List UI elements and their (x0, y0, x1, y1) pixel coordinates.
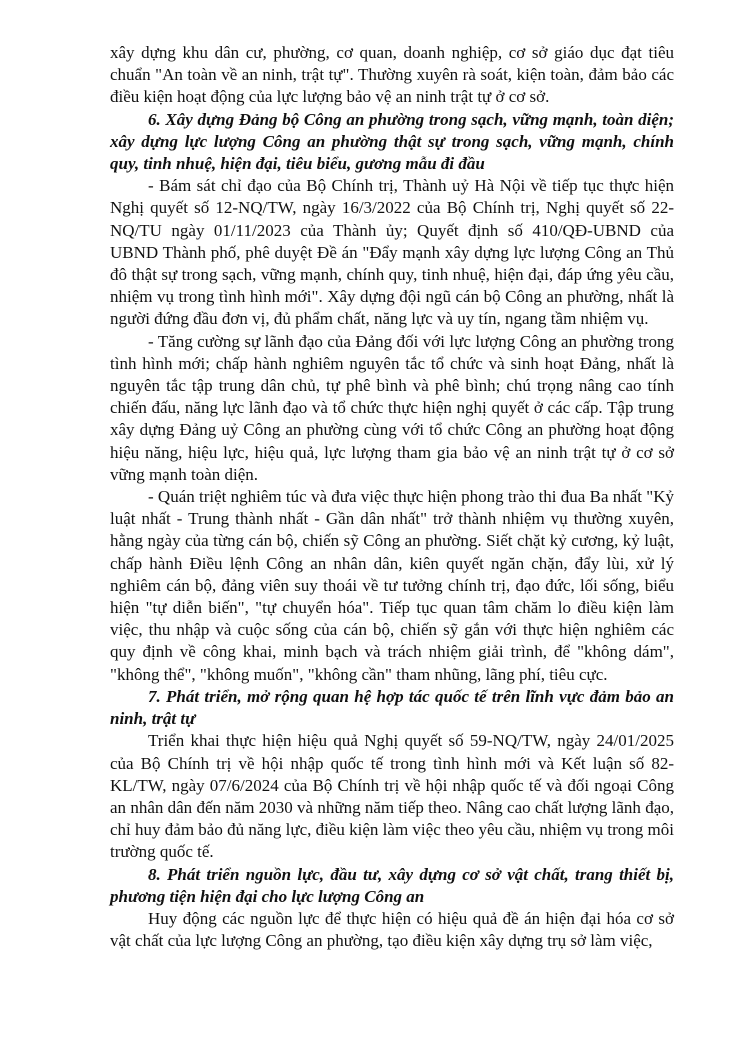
paragraph-bullet-3: - Quán triệt nghiêm túc và đưa việc thực hiện phong trào thi đua Ba nhất "Kỷ luật nhất - Trung thành nhất - Gần dân nhất" trở thành nhiệm vụ thường xuyên, hằng ngày của từng cán bộ, chiến sỹ Công an phường. Siết chặt kỷ cương, kỷ luật, chấp hành Điều lệnh Công an nhân dân, kiên quyết ngăn chặn, đẩy lùi, xử lý nghiêm cán bộ, đảng viên suy thoái về tư tưởng chính trị, đạo đức, lối sống, biểu hiện "tự diễn biến", "tự chuyển hóa". Tiếp tục quan tâm chăm lo điều kiện làm việc, thu nhập và cuộc sống của cán bộ, chiến sỹ gắn với thực hiện nghiêm các quy định về công khai, minh bạch và trách nhiệm giải trình, để "không dám", "không thể", "không muốn", "không cần" tham nhũng, lãng phí, tiêu cực. (110, 487, 674, 684)
section-heading-7: 7. Phát triển, mở rộng quan hệ hợp tác quốc tế trên lĩnh vực đảm bảo an ninh, trật tự (110, 686, 674, 729)
section-heading-6: 6. Xây dựng Đảng bộ Công an phường trong sạch, vững mạnh, toàn diện; xây dựng lực lượng Công an phường thật sự trong sạch, vững mạnh, chính quy, tinh nhuệ, hiện đại, tiêu biểu, gương mẫu đi đầu (110, 109, 674, 174)
paragraph-bullet-2: - Tăng cường sự lãnh đạo của Đảng đối với lực lượng Công an phường trong tình hình mới; chấp hành nghiêm nguyên tắc tổ chức và sinh hoạt Đảng, nhất là nguyên tắc tập trung dân chủ, tự phê bình và phê bình; chú trọng nâng cao tính chiến đấu, năng lực lãnh đạo và tổ chức thực hiện nghị quyết ở các cấp. Tập trung xây dựng Đảng uỷ Công an phường cùng với tổ chức Công an phường hoạt động hiệu năng, hiệu lực, hiệu quả, lực lượng tham gia bảo vệ an ninh trật tự ở cơ sở vững mạnh toàn diện. (110, 331, 674, 484)
paragraph-bullet-1: - Bám sát chỉ đạo của Bộ Chính trị, Thành uỷ Hà Nội về tiếp tục thực hiện Nghị quyết số 12-NQ/TW, ngày 16/3/2022 của Bộ Chính trị, Nghị quyết số 22-NQ/TU ngày 01/11/2023 của Thành ủy; Quyết định số 410/QĐ-UBND của UBND Thành phố, phê duyệt Đề án "Đẩy mạnh xây dựng lực lượng Công an Thủ đô thật sự trong sạch, vững mạnh, chính quy, tinh nhuệ, hiện đại, đáp ứng yêu cầu, nhiệm vụ trong tình hình mới". Xây dựng đội ngũ cán bộ Công an phường, nhất là người đứng đầu đơn vị, đủ phẩm chất, năng lực và uy tín, ngang tầm nhiệm vụ. (110, 176, 674, 329)
paragraph-continuation: xây dựng khu dân cư, phường, cơ quan, doanh nghiệp, cơ sở giáo dục đạt tiêu chuẩn "An toàn về an ninh, trật tự". Thường xuyên rà soát, kiện toàn, đảm bảo các điều kiện hoạt động của lực lượng bảo vệ an ninh trật tự ở cơ sở. (110, 43, 674, 107)
section-heading-8: 8. Phát triển nguồn lực, đầu tư, xây dựng cơ sở vật chất, trang thiết bị, phương tiện hiện đại cho lực lượng Công an (110, 864, 674, 906)
paragraph-section-8: Huy động các nguồn lực để thực hiện có hiệu quả đề án hiện đại hóa cơ sở vật chất của lực lượng Công an phường, tạo điều kiện xây dựng trụ sở làm việc, (110, 908, 674, 951)
paragraph-section-7: Triển khai thực hiện hiệu quả Nghị quyết số 59-NQ/TW, ngày 24/01/2025 của Bộ Chính trị về hội nhập quốc tế trong tình hình mới và Kết luận số 82-KL/TW, ngày 07/6/2024 của Bộ Chính trị về hội nhập quốc tế và đối ngoại Công an nhân dân đến năm 2030 và những năm tiếp theo. Nâng cao chất lượng lãnh đạo, chỉ huy đảm bảo đủ năng lực, điều kiện làm việc theo yêu cầu, nhiệm vụ trong môi trường quốc tế. (110, 731, 674, 862)
